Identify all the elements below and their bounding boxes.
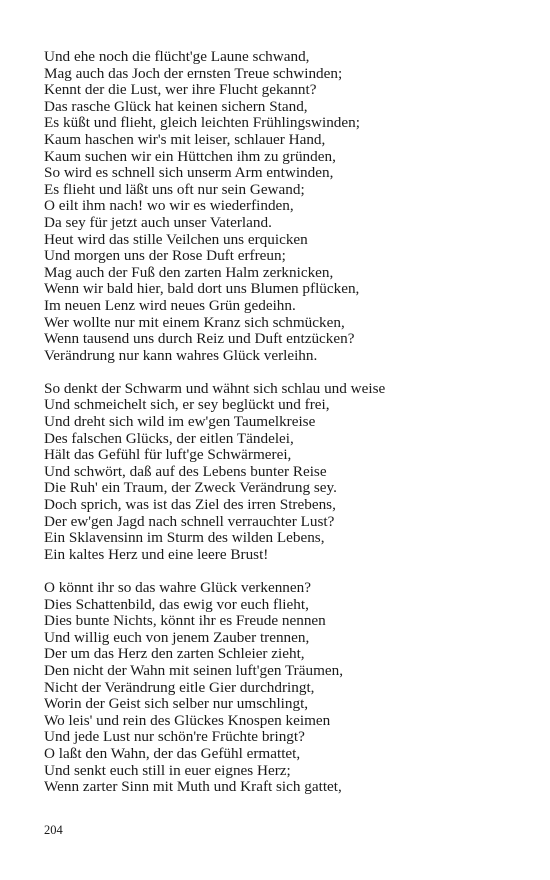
poem-line: Worin der Geist sich selber nur umschlingt, — [44, 695, 309, 713]
poem-line: O könnt ihr so das wahre Glück verkennen? — [44, 579, 311, 596]
poem-line: Der ew'gen Jagd nach schnell verrauchter Lust? — [44, 512, 335, 530]
poem-line: Wer wollte nur mit einem Kranz sich schmücken, — [44, 313, 345, 331]
poem-line: Und schmeichelt sich, er sey beglückt und frei, — [44, 396, 330, 414]
poem-line: Ein kaltes Herz und eine leere Brust! — [44, 545, 269, 563]
poem-line: Mag auch der Fuß den zarten Halm zerknicken, — [44, 263, 334, 281]
poem-body — [44, 49, 524, 796]
poem-line: Im neuen Lenz wird neues Grün gedeihn. — [44, 296, 296, 314]
poem-line: Den nicht der Wahn mit seinen luft'gen Träumen, — [44, 661, 344, 679]
poem-line: Und ehe noch die flücht'ge Laune schwand, — [44, 48, 310, 65]
poem-line: Und morgen uns der Rose Duft erfreun; — [44, 247, 286, 265]
poem-line: Des falschen Glücks, der eitlen Tändelei, — [44, 429, 294, 447]
poem-line: Es küßt und flieht, gleich leichten Frühlingswinden; — [44, 114, 360, 132]
poem-line: Und jede Lust nur schön're Früchte bringt? — [44, 728, 305, 746]
poem-line: Kaum suchen wir ein Hüttchen ihm zu gründen, — [44, 147, 336, 165]
poem-line: Da sey für jetzt auch unser Vaterland. — [44, 213, 272, 231]
poem-line: Ein Sklavensinn im Sturm des wilden Lebens, — [44, 529, 325, 547]
poem-line: Verändrung nur kann wahres Glück verleihn. — [44, 346, 318, 364]
poem-line: Und senkt euch still in euer eignes Herz; — [44, 761, 291, 779]
stanza — [44, 580, 524, 796]
poem-line: Es flieht und läßt uns oft nur sein Gewand; — [44, 180, 305, 198]
poem-line: Der um das Herz den zarten Schleier zieht, — [44, 645, 305, 663]
poem-line: Wenn wir bald hier, bald dort uns Blumen pflücken, — [44, 280, 360, 298]
stanza — [44, 381, 524, 564]
poem-line: Kennt der die Lust, wer ihre Flucht gekannt? — [44, 81, 317, 99]
poem-line: Dies bunte Nichts, könnt ihr es Freude nennen — [44, 612, 326, 630]
poem-line: Heut wird das stille Veilchen uns erquicken — [44, 230, 308, 248]
poem-line: Nicht der Verändrung eitle Gier durchdringt, — [44, 678, 315, 696]
page-number: 204 — [44, 823, 63, 837]
poem-line: Hält das Gefühl für luft'ge Schwärmerei, — [44, 446, 292, 464]
poem-line: O eilt ihm nach! wo wir es wiederfinden, — [44, 197, 294, 215]
poem-line: Und willig euch von jenem Zauber trennen, — [44, 628, 310, 646]
poem-line: Dies Schattenbild, das ewig vor euch flieht, — [44, 595, 309, 613]
poem-line: O laßt den Wahn, der das Gefühl ermattet, — [44, 744, 301, 762]
poem-line: Das rasche Glück hat keinen sichern Stand, — [44, 97, 308, 115]
poem-line: Und schwört, daß auf des Lebens bunter Reise — [44, 462, 327, 480]
poem-line: Wenn tausend uns durch Reiz und Duft entzücken? — [44, 330, 355, 348]
poem-line: Wo leis' und rein des Glückes Knospen keimen — [44, 711, 331, 729]
poem-line: Die Ruh' ein Traum, der Zweck Verändrung sey. — [44, 479, 337, 497]
poem-line: Kaum haschen wir's mit leiser, schlauer Hand, — [44, 130, 326, 148]
poem-line: Mag auch das Joch der ernsten Treue schwinden; — [44, 64, 343, 82]
poem-line: So denkt der Schwarm und wähnt sich schlau und weise — [44, 379, 386, 397]
poem-line: Wenn zarter Sinn mit Muth und Kraft sich gattet, — [44, 778, 342, 796]
poem-line: So wird es schnell sich unserm Arm entwinden, — [44, 164, 334, 182]
stanza — [44, 49, 524, 364]
poem-line: Und dreht sich wild im ew'gen Taumelkreise — [44, 413, 316, 431]
poem-line: Doch sprich, was ist das Ziel des irren Strebens, — [44, 496, 336, 514]
